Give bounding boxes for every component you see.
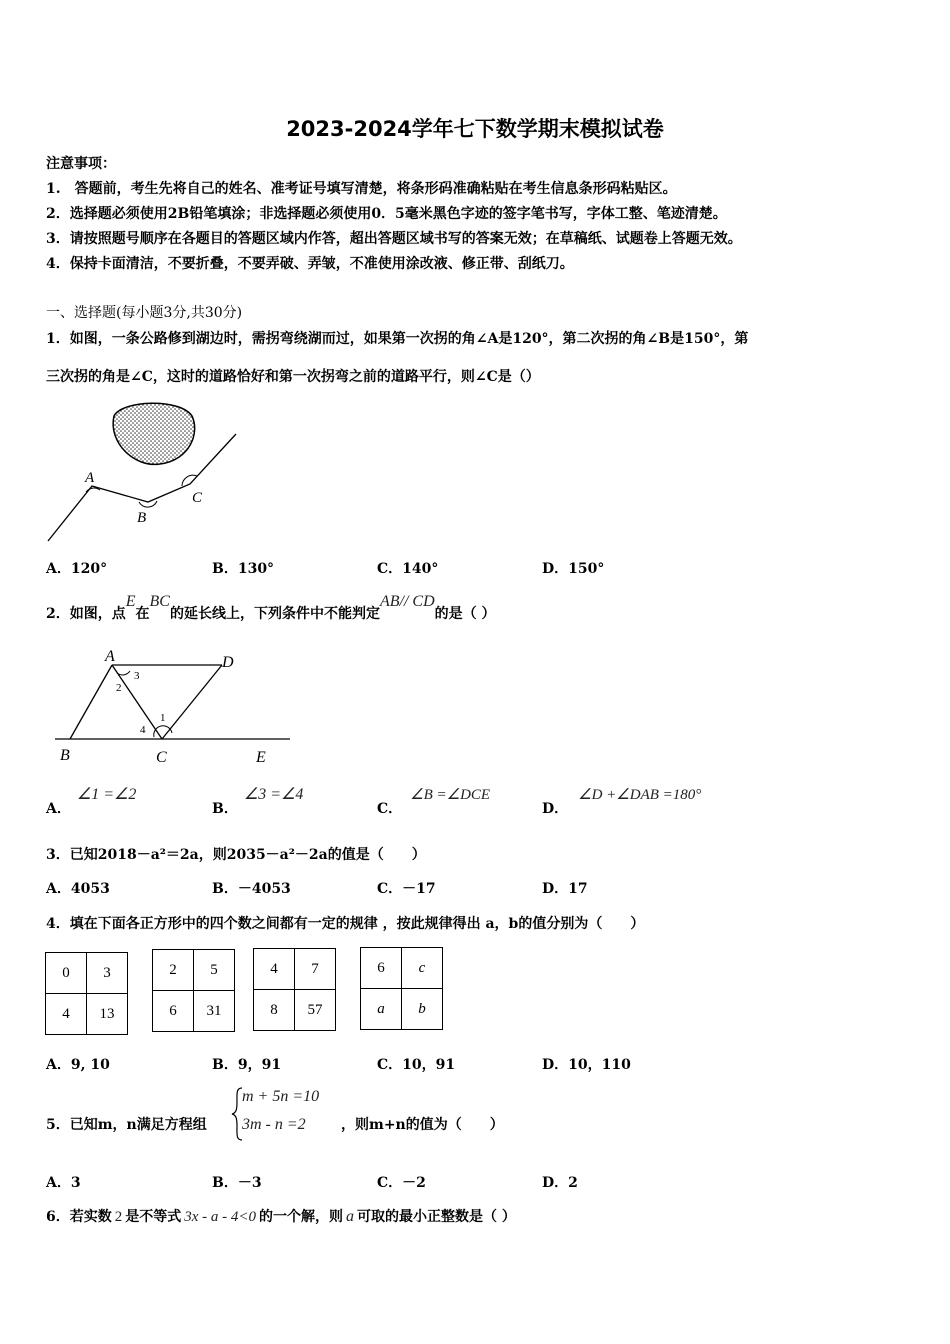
q1-road-figure xyxy=(40,398,245,548)
q1-option-d: D．150° xyxy=(542,561,605,577)
q4-stem: 4．填在下面各正方形中的四个数之间都有一定的规律 ，按此规律得出 a，b的值分别为（ ） xyxy=(46,916,645,932)
notice-item-2: 2．选择题必须使用2B铅笔填涂；非选择题必须使用0．5毫米黑色字迹的签字笔书写，字体工整、笔迹清楚。 xyxy=(46,206,727,222)
q1-label-b: B xyxy=(137,510,147,526)
q1-option-c: C．140° xyxy=(377,561,439,577)
q4-grid-4: 6 c a b xyxy=(360,947,443,1030)
q5-equation-2: 3m - n =2 xyxy=(242,1116,306,1133)
q3-stem: 3．已知2018－a²＝2a，则2035－a²－2a的值是（ ） xyxy=(46,847,426,863)
q3-option-a: A．4053 xyxy=(46,881,110,897)
q2-label-e: E xyxy=(256,749,266,766)
q4-option-a: A．9, 10 xyxy=(46,1057,110,1073)
lake-shape xyxy=(113,403,194,464)
q2-label-2: 2 xyxy=(116,682,122,694)
q5-option-b: B．－3 xyxy=(212,1175,262,1191)
q2-option-b: B．∠3 =∠4 xyxy=(212,786,304,817)
notice-heading: 注意事项： xyxy=(46,156,116,172)
section-heading: 一、选择题(每小题3分,共30分) xyxy=(46,305,243,321)
q2-parallelogram-figure xyxy=(50,645,300,770)
q6-stem: 6．若实数 2 是不等式 3x - a - 4<0 的一个解，则 a 可取的最小正整数是（ ） xyxy=(46,1208,516,1225)
q5-equation-1: m + 5n =10 xyxy=(242,1088,320,1105)
q1-stem-line1: 1．如图，一条公路修到湖边时，需拐弯绕湖而过，如果第一次拐的角∠A是120°，第二次拐的角∠B是150°，第 xyxy=(46,331,749,347)
q4-option-c: C．10，91 xyxy=(377,1057,456,1073)
q2-label-b: B xyxy=(60,747,70,764)
q1-label-a: A xyxy=(85,470,95,486)
q5-option-c: C．－2 xyxy=(377,1175,426,1191)
q2-option-d: D．∠D +∠DAB =180° xyxy=(542,787,702,817)
q2-label-a: A xyxy=(105,648,115,665)
q1-option-a: A．120° xyxy=(46,561,108,577)
q4-grid-1: 0 3 4 13 xyxy=(45,952,128,1035)
q4-option-d: D．10，110 xyxy=(542,1057,631,1073)
q1-stem-line2: 三次拐的角是∠C，这时的道路恰好和第一次拐弯之前的道路平行，则∠C是（） xyxy=(46,369,540,385)
q3-option-b: B．－4053 xyxy=(212,881,291,897)
q4-grid-3: 4 7 8 57 xyxy=(253,948,336,1031)
notice-item-4: 4．保持卡面清洁，不要折叠，不要弄破、弄皱，不准使用涂改液、修正带、刮纸刀。 xyxy=(46,256,574,272)
q2-label-c: C xyxy=(156,749,167,766)
q1-option-b: B．130° xyxy=(212,561,275,577)
q2-option-a: A．∠1 =∠2 xyxy=(46,786,137,817)
q3-option-d: D．17 xyxy=(542,881,588,897)
q5-stem-prefix: 5．已知m，n满足方程组 xyxy=(46,1117,207,1133)
q5-option-a: A．3 xyxy=(46,1175,81,1191)
q3-option-c: C．－17 xyxy=(377,881,436,897)
page-title: 2023-2024学年七下数学期末模拟试卷 xyxy=(286,117,664,141)
q2-label-d: D xyxy=(222,654,234,671)
notice-item-1: 1. 答题前，考生先将自己的姓名、准考证号填写清楚，将条形码准确粘贴在考生信息条形码粘贴区。 xyxy=(46,181,677,197)
q2-stem: 2．如图，点E在BC的延长线上，下列条件中不能判定AB// CD的是（ ） xyxy=(46,593,496,622)
q2-label-1: 1 xyxy=(160,712,166,724)
q4-grid-2: 2 5 6 31 xyxy=(152,949,235,1032)
q2-label-4: 4 xyxy=(140,724,146,736)
notice-item-3: 3．请按照题号顺序在各题目的答题区域内作答，超出答题区域书写的答案无效；在草稿纸、试题卷上答题无效。 xyxy=(46,231,742,247)
q5-stem-suffix: ，则m+n的值为（ ） xyxy=(341,1117,504,1133)
q2-option-c: C．∠B =∠DCE xyxy=(377,787,491,817)
q1-label-c: C xyxy=(192,490,203,506)
q5-option-d: D．2 xyxy=(542,1175,578,1191)
q2-label-3: 3 xyxy=(134,670,140,682)
q4-option-b: B．9，91 xyxy=(212,1057,282,1073)
